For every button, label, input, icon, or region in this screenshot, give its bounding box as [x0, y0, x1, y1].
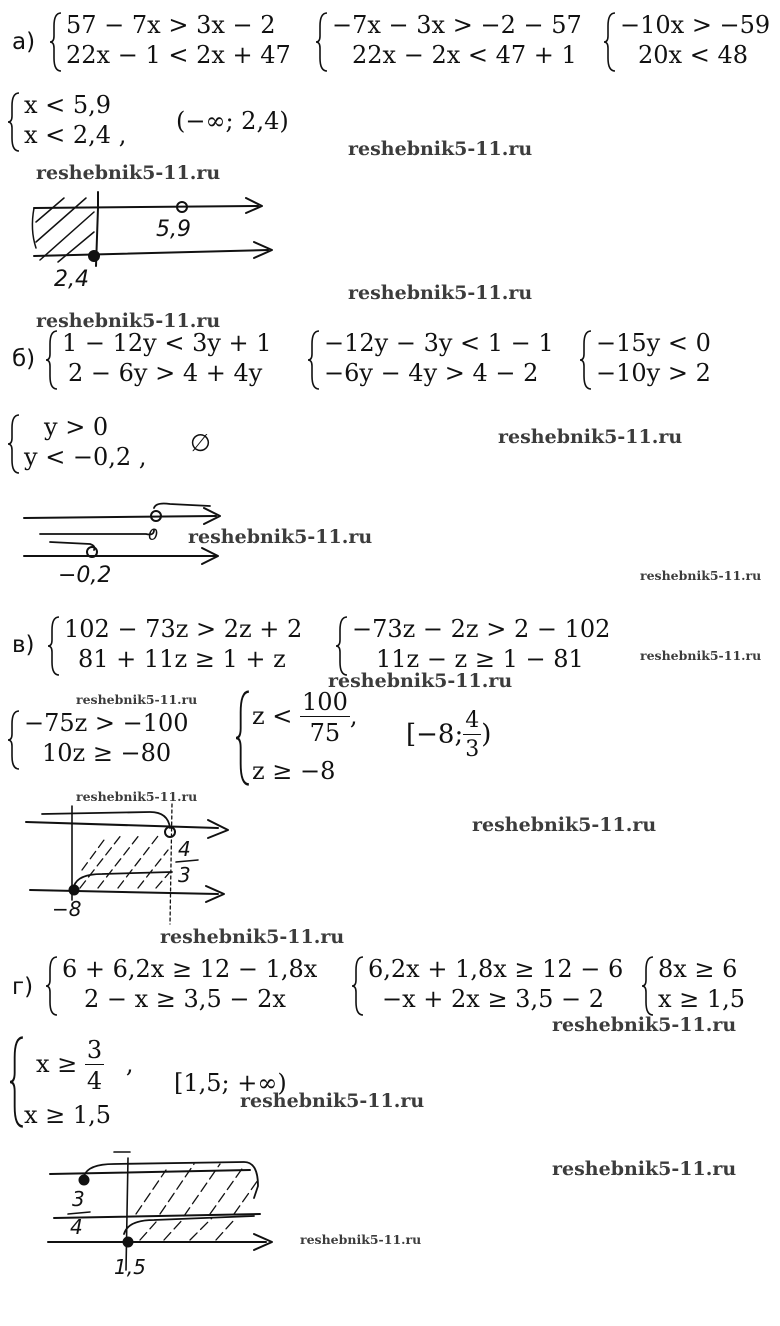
- sketch-label-c-1-den: 3: [178, 863, 191, 887]
- answer-c: [−8; $\frac{4}{3}$ ): [406, 708, 492, 762]
- system-b-4: [8, 412, 146, 472]
- watermark: reshebnik5-11.ru: [36, 162, 221, 184]
- ineq: 2 − x ≥ 3,5 − 2x: [84, 985, 286, 1013]
- watermark: reshebnik5-11.ru: [348, 282, 533, 304]
- fraction: $\frac{100}{75}$: [302, 688, 348, 747]
- ineq: x ≥ 1,5: [658, 985, 746, 1013]
- system-d-4-line1: x ≥ $\frac{3}{4}$ ,: [36, 1036, 134, 1095]
- system-a-4: [8, 90, 126, 150]
- system-d-3: [642, 954, 745, 1014]
- part-label-b: б): [12, 346, 36, 372]
- ineq: 81 + 11z ≥ 1 + z: [78, 645, 286, 673]
- ineq: −73z − 2z > 2 − 102: [352, 615, 611, 643]
- watermark: reshebnik5-11.ru: [640, 568, 762, 583]
- ineq: 57 − 7x > 3x − 2: [66, 11, 276, 39]
- ineq: 6,2x + 1,8x ≥ 12 − 6: [368, 955, 624, 983]
- ineq: −75z > −100: [24, 709, 189, 737]
- ineq: 102 − 73z > 2z + 2: [64, 615, 303, 643]
- system-d-4-line2: x ≥ 1,5: [24, 1101, 112, 1129]
- answer-b: ∅: [190, 429, 211, 457]
- ineq: 10z ≥ −80: [42, 739, 172, 767]
- answer-a: (−∞; 2,4): [176, 107, 289, 135]
- watermark: reshebnik5-11.ru: [36, 310, 221, 332]
- ineq: 11z − z ≥ 1 − 81: [376, 645, 584, 673]
- sketch-label-d-2: 1,5: [114, 1255, 146, 1279]
- number-line-sketch-a: [28, 186, 278, 291]
- system-c-4-line1: z < $\frac{100}{75}$ ,: [252, 688, 358, 747]
- ineq: y > 0: [44, 413, 109, 441]
- watermark: reshebnik5-11.ru: [188, 526, 373, 548]
- part-label-c: в): [12, 632, 35, 658]
- watermark: reshebnik5-11.ru: [76, 692, 198, 707]
- ineq: −10y > 2: [596, 359, 711, 387]
- system-b-2: [308, 328, 554, 388]
- ineq: 20x < 48: [638, 41, 748, 69]
- system-c-4-brace: [236, 690, 250, 786]
- ineq: −7x − 3x > −2 − 57: [332, 11, 582, 39]
- watermark: reshebnik5-11.ru: [498, 426, 683, 448]
- system-a-2: [316, 10, 582, 70]
- watermark: reshebnik5-11.ru: [348, 138, 533, 160]
- watermark: reshebnik5-11.ru: [552, 1158, 737, 1180]
- system-c-3: [8, 708, 189, 768]
- watermark: reshebnik5-11.ru: [472, 814, 657, 836]
- sketch-label-d-1-num: 3: [72, 1187, 85, 1211]
- system-d-2: [352, 954, 623, 1014]
- ineq: −x + 2x ≥ 3,5 − 2: [382, 985, 604, 1013]
- sketch-label-a-2: 2,4: [54, 267, 89, 292]
- part-label-a: а): [12, 29, 36, 55]
- number-line-sketch-c: [22, 800, 242, 925]
- watermark: reshebnik5-11.ru: [240, 1090, 425, 1112]
- part-label-d: г): [12, 974, 34, 1000]
- ineq: −10x > −59: [620, 11, 771, 39]
- watermark: reshebnik5-11.ru: [640, 648, 762, 663]
- sketch-label-b-2: −0,2: [58, 563, 112, 588]
- ineq: x < 5,9: [24, 91, 112, 119]
- ineq: 22x − 1 < 2x + 47: [66, 41, 291, 69]
- ineq: 6 + 6,2x ≥ 12 − 1,8x: [62, 955, 318, 983]
- system-c-2: [336, 614, 610, 674]
- ineq: 22x − 2x < 47 + 1: [352, 41, 577, 69]
- system-b-1: [46, 328, 272, 388]
- watermark: reshebnik5-11.ru: [76, 789, 198, 804]
- sketch-label-a-1: 5,9: [156, 217, 191, 242]
- system-c-4-line2: z ≥ −8: [252, 757, 336, 785]
- sketch-label-c-2: −8: [52, 897, 82, 921]
- watermark: reshebnik5-11.ru: [328, 670, 513, 692]
- system-d-1: [46, 954, 317, 1014]
- sketch-label-b-1: 0: [148, 525, 159, 544]
- ineq: −6y − 4y > 4 − 2: [324, 359, 539, 387]
- watermark: reshebnik5-11.ru: [552, 1014, 737, 1036]
- sketch-label-c-1-num: 4: [178, 837, 191, 861]
- ineq: −12y − 3y < 1 − 1: [324, 329, 554, 357]
- ineq: y < −0,2 ,: [24, 443, 147, 471]
- number-line-sketch-d: [44, 1150, 280, 1280]
- system-a-1: [50, 10, 291, 70]
- system-b-3: [580, 328, 711, 388]
- ineq: −15y < 0: [596, 329, 711, 357]
- watermark: reshebnik5-11.ru: [160, 926, 345, 948]
- ineq: 8x ≥ 6: [658, 955, 738, 983]
- system-d-4-brace: [10, 1036, 24, 1128]
- answer-d: [1,5; +∞): [174, 1069, 287, 1097]
- ineq: 2 − 6y > 4 + 4y: [68, 359, 263, 387]
- watermark: reshebnik5-11.ru: [300, 1232, 422, 1247]
- system-a-3: [604, 10, 770, 70]
- ineq: 1 − 12y < 3y + 1: [62, 329, 272, 357]
- system-c-1: [48, 614, 302, 674]
- ineq: x < 2,4 ,: [24, 121, 127, 149]
- sketch-label-d-1-den: 4: [70, 1215, 83, 1239]
